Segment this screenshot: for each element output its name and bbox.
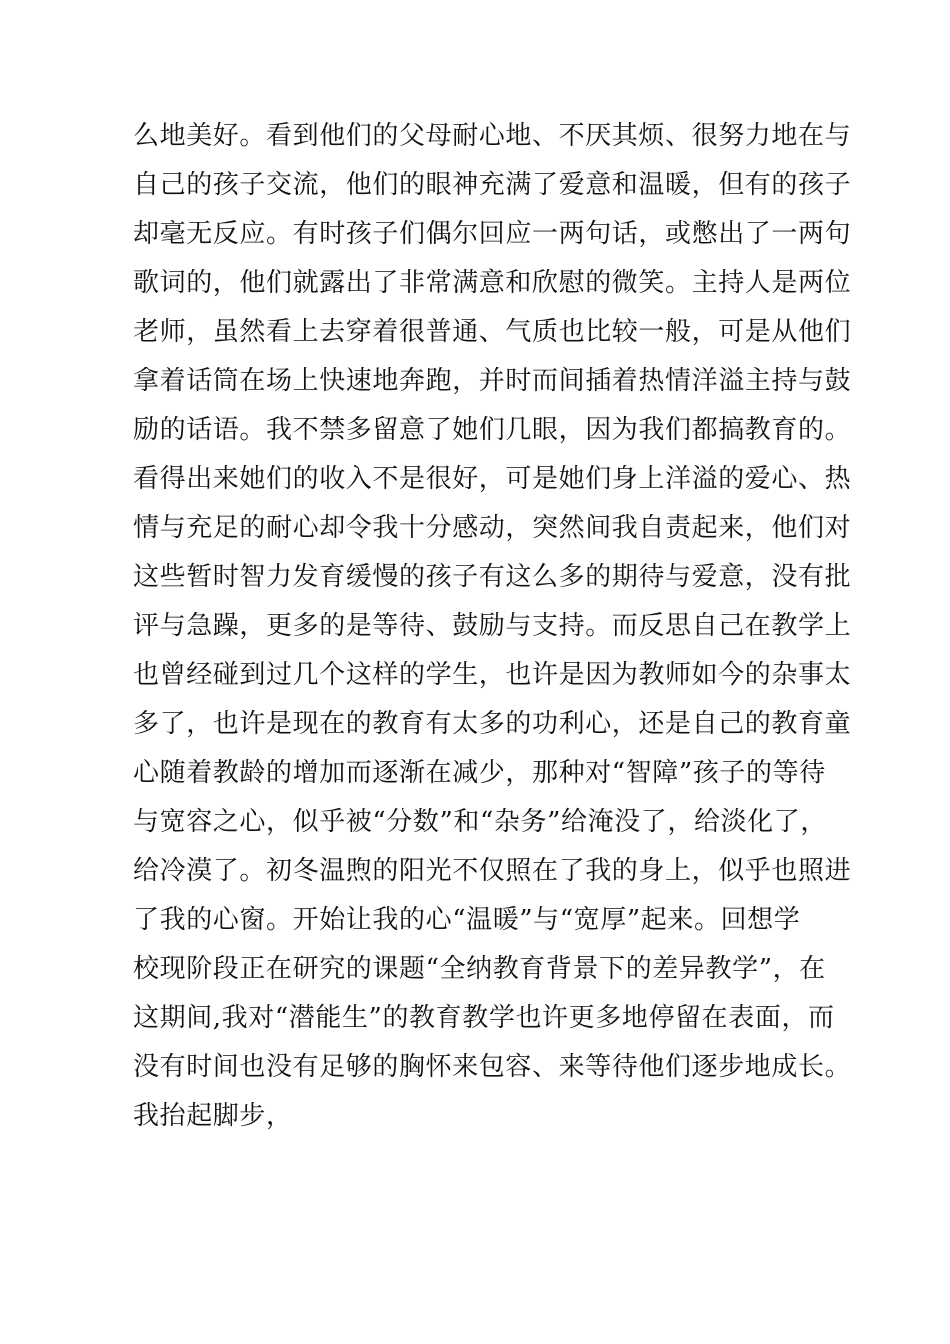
- text-line: 这些暂时智力发育缓慢的孩子有这么多的期待与爱意，没有批: [133, 562, 852, 592]
- body-text: [133, 112, 853, 1141]
- text-line: 与宽容之心，似乎被“分数”和“杂务”给淹没了，给淡化了，: [133, 807, 827, 837]
- text-line: 没有时间也没有足够的胸怀来包容、来等待他们逐步地成长。: [133, 1052, 852, 1082]
- text-line: 评与急躁，更多的是等待、鼓励与支持。而反思自己在教学上: [133, 611, 852, 641]
- text-line: 却毫无反应。有时孩子们偶尔回应一两句话，或憋出了一两句: [133, 219, 852, 249]
- text-line: 心随着教龄的增加而逐渐在减少，那种对“智障”孩子的等待: [133, 758, 826, 788]
- text-line: 校现阶段正在研究的课题“全纳教育背景下的差异教学”，在: [133, 954, 826, 984]
- text-line: 看得出来她们的收入不是很好，可是她们身上洋溢的爱心、热: [133, 464, 852, 494]
- text-line: 多了，也许是现在的教育有太多的功利心，还是自己的教育童: [133, 709, 852, 739]
- text-line: 拿着话筒在场上快速地奔跑，并时而间插着热情洋溢主持与鼓: [133, 366, 852, 396]
- text-line: 了我的心窗。开始让我的心“温暖”与“宽厚”起来。回想学: [133, 905, 801, 935]
- text-line: 么地美好。看到他们的父母耐心地、不厌其烦、很努力地在与: [133, 121, 852, 151]
- text-line: 情与充足的耐心却令我十分感动，突然间我自责起来，他们对: [133, 513, 852, 543]
- text-line: 我抬起脚步，: [133, 1101, 293, 1131]
- text-line: 给冷漠了。初冬温煦的阳光不仅照在了我的身上，似乎也照进: [133, 856, 852, 886]
- text-line: 自己的孩子交流，他们的眼神充满了爱意和温暖，但有的孩子: [133, 170, 852, 200]
- text-line: 这期间,我对“潜能生”的教育教学也许更多地停留在表面，而: [133, 1003, 835, 1033]
- text-line: 歌词的，他们就露出了非常满意和欣慰的微笑。主持人是两位: [133, 268, 852, 298]
- text-line: 励的话语。我不禁多留意了她们几眼，因为我们都搞教育的。: [133, 415, 852, 445]
- text-line: 老师，虽然看上去穿着很普通、气质也比较一般，可是从他们: [133, 317, 852, 347]
- text-line: 也曾经碰到过几个这样的学生，也许是因为教师如今的杂事太: [133, 660, 852, 690]
